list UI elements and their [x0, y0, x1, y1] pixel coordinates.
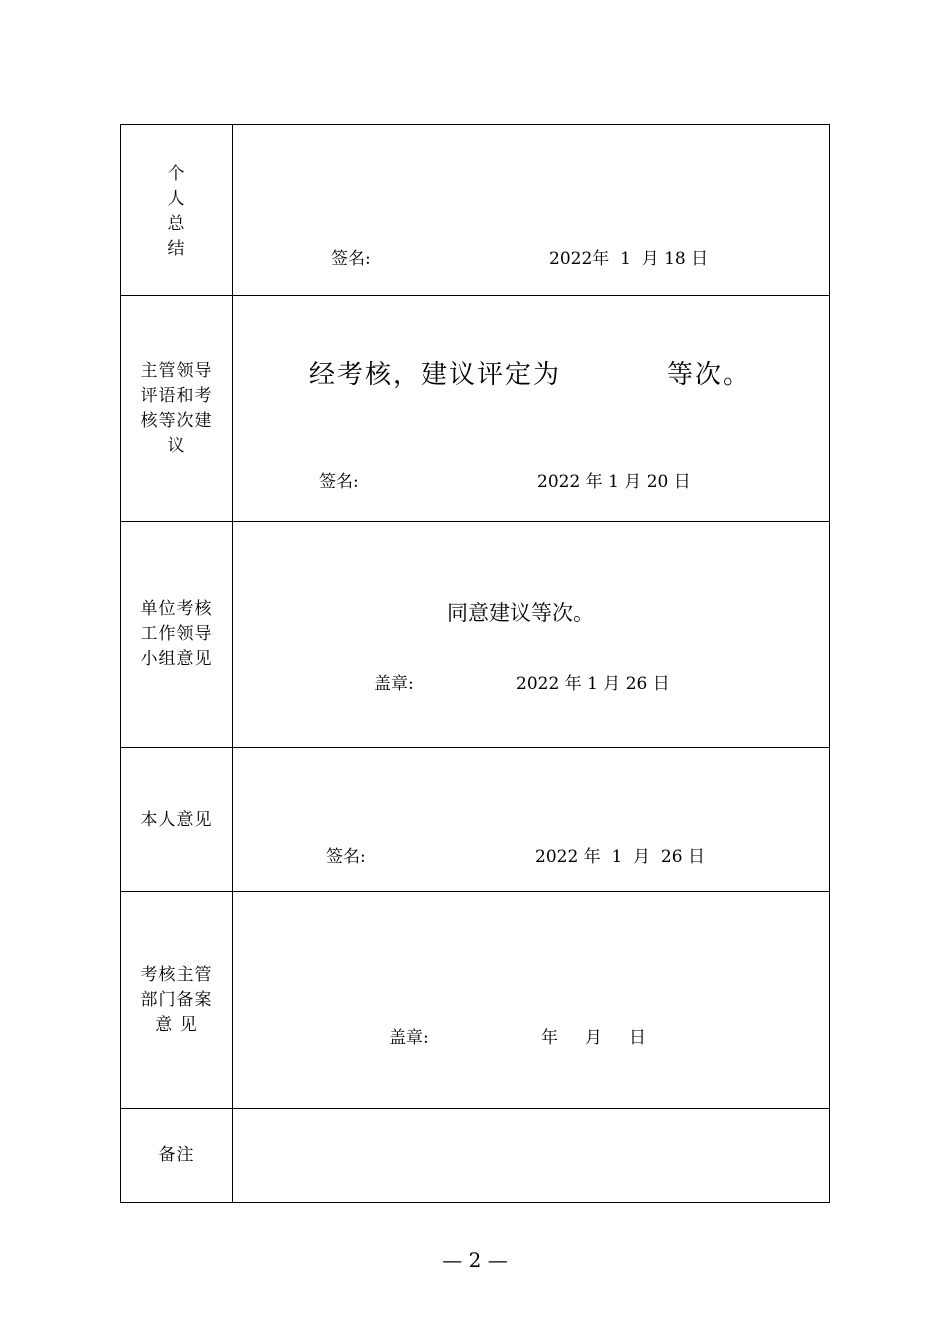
page-number: — 2 —: [442, 1248, 508, 1272]
row-divider: [121, 1108, 829, 1109]
dept-date: 年 月 日: [541, 1028, 647, 1048]
row-divider: [121, 521, 829, 522]
remarks-label: 备注: [158, 1145, 195, 1165]
personal-summary-label: 个 人 总 结: [167, 164, 186, 259]
supervisor-comment-label: 主管领导 评语和考 核等次建 议: [140, 361, 213, 456]
self-date: 2022 年 1 月 26 日: [535, 847, 705, 867]
row-divider: [121, 747, 829, 748]
leader-date: 2022 年 1 月 20 日: [537, 472, 691, 492]
summary-date: 2022年 1 月 18 日: [549, 249, 709, 269]
assessment-form-table: [120, 124, 830, 1203]
group-date: 2022 年 1 月 26 日: [516, 674, 670, 694]
column-divider: [232, 125, 233, 1202]
self-signature-label: 签名:: [326, 847, 366, 867]
group-opinion-statement: 同意建议等次。: [447, 601, 594, 625]
leader-signature-label: 签名:: [319, 472, 359, 492]
leading-group-opinion-label: 单位考核 工作领导 小组意见: [140, 599, 213, 669]
department-filing-label: 考核主管 部门备案 意 见: [140, 965, 213, 1035]
dept-seal-label: 盖章:: [389, 1028, 429, 1048]
assessment-statement: 经考核，建议评定为: [309, 360, 562, 390]
own-opinion-label: 本人意见: [140, 810, 213, 830]
group-seal-label: 盖章:: [374, 674, 414, 694]
summary-signature-label: 签名:: [331, 249, 371, 269]
grade-suffix: 等次。: [667, 360, 752, 390]
row-divider: [121, 891, 829, 892]
row-divider: [121, 295, 829, 296]
